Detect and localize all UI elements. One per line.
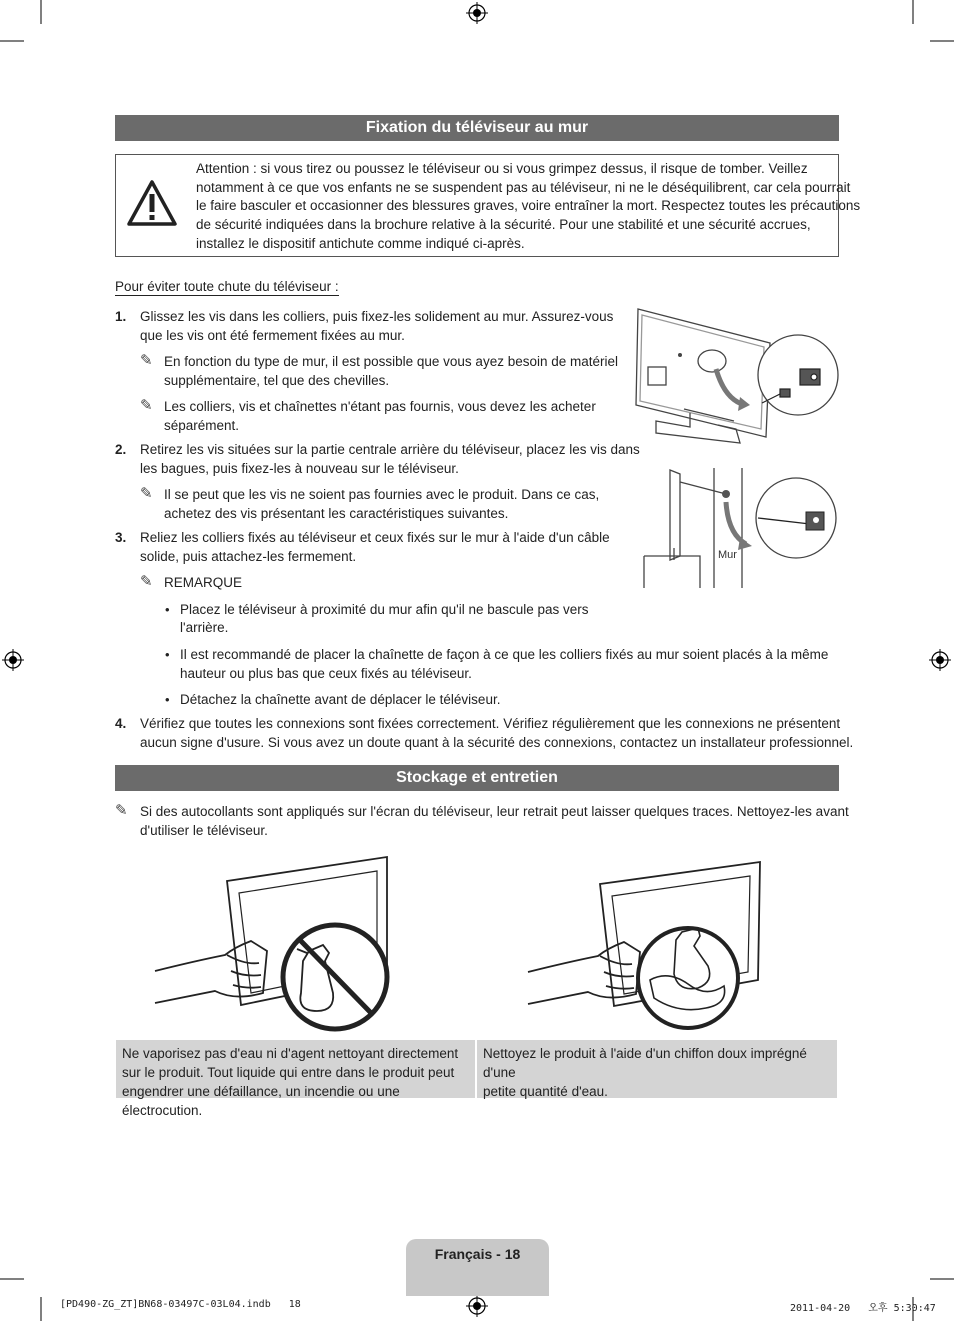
storage-note-line-2: d'utiliser le téléviseur. bbox=[140, 823, 268, 838]
bullet-dot: • bbox=[165, 692, 170, 707]
registration-mark-top bbox=[466, 2, 488, 24]
wall-label: Mur bbox=[718, 549, 737, 561]
warning-icon bbox=[127, 180, 177, 226]
bullet-dot: • bbox=[165, 647, 170, 662]
page-number: Français - 18 bbox=[434, 1246, 521, 1262]
subheading: Pour éviter toute chute du téléviseur : bbox=[115, 279, 339, 294]
tv-back-bracket-illustration bbox=[630, 305, 870, 445]
step-3-number: 3. bbox=[115, 530, 127, 545]
damp-cloth-illustration bbox=[528, 858, 768, 1038]
registration-mark-bottom bbox=[466, 1295, 488, 1317]
note-icon: ✎ bbox=[140, 485, 153, 502]
note-icon: ✎ bbox=[140, 573, 153, 590]
note-icon: ✎ bbox=[140, 397, 153, 414]
note-1-line-1: En fonction du type de mur, il est possible que vous ayez besoin de matériel bbox=[164, 354, 619, 369]
registration-mark-right bbox=[929, 649, 951, 671]
step-2-line-2: les bagues, puis fixez-les à nouveau sur le téléviseur. bbox=[140, 461, 459, 476]
bullet-1-line-1: Placez le téléviseur à proximité du mur afin qu'il ne bascule pas vers bbox=[180, 602, 589, 617]
warning-line-4: de sécurité indiquées dans la brochure relative à la sécurité. Pour une stabilité et une sécurité accrues, bbox=[196, 217, 811, 232]
step-1-line-2: que les vis ont été fermement fixées au mur. bbox=[140, 328, 405, 343]
remark-label: REMARQUE bbox=[164, 575, 243, 590]
file-info: [PD490-ZG_ZT]BN68-03497C-03L04.indb 18 bbox=[60, 1299, 301, 1310]
caption-left: Ne vaporisez pas d'eau ni d'agent nettoyant directement sur le produit. Tout liquide qui entre dans le produit peut engendrer une défaillance, un incendie ou une électrocution. bbox=[116, 1040, 475, 1098]
registration-mark-left bbox=[2, 649, 24, 671]
caption-right: Nettoyez le produit à l'aide d'un chiffon doux imprégné d'une petite quantité d'eau. bbox=[477, 1040, 837, 1098]
step-2-line-1: Retirez les vis situées sur la partie centrale arrière du téléviseur, placez les vis dans bbox=[140, 442, 640, 457]
tv-side-wall-illustration bbox=[642, 464, 872, 589]
bullet-2-line-1: Il est recommandé de placer la chaînette de façon à ce que les colliers fixés au mur soient placés à la même bbox=[180, 647, 829, 662]
step-4-line-2: aucun signe d'usure. Si vous avez un doute quant à la sécurité des connexions, contactez un installateur professionnel. bbox=[140, 735, 854, 750]
no-spray-illustration bbox=[155, 855, 395, 1035]
print-timestamp: 2011-04-20 오후 5:30:47 bbox=[790, 1303, 936, 1314]
bullet-dot: • bbox=[165, 602, 170, 617]
note-icon: ✎ bbox=[115, 802, 128, 819]
bullet-1-line-2: l'arrière. bbox=[180, 620, 229, 635]
storage-note-line-1: Si des autocollants sont appliqués sur l'écran du téléviseur, leur retrait peut laisser quelques traces. Nettoyez-les avant bbox=[140, 804, 849, 819]
step-3-line-1: Reliez les colliers fixés au téléviseur et ceux fixés sur le mur à l'aide d'un câble bbox=[140, 530, 610, 545]
step-4-number: 4. bbox=[115, 716, 127, 731]
note-2-line-1: Les colliers, vis et chaînettes n'étant pas fournis, vous devez les acheter bbox=[164, 399, 596, 414]
note-3-line-1: Il se peut que les vis ne soient pas fournies avec le produit. Dans ce cas, bbox=[164, 487, 600, 502]
section-title-storage: Stockage et entretien bbox=[115, 765, 839, 791]
section-title-wall-mount: Fixation du téléviseur au mur bbox=[115, 115, 839, 141]
warning-label: Attention bbox=[196, 161, 250, 176]
step-2-number: 2. bbox=[115, 442, 127, 457]
note-2-line-2: séparément. bbox=[164, 418, 240, 433]
warning-line-5: installez le dispositif antichute comme indiqué ci-après. bbox=[196, 236, 525, 251]
warning-line-1: Attention : si vous tirez ou poussez le téléviseur ou si vous grimpez dessus, il risque de tomber. Veillez bbox=[196, 161, 808, 176]
step-1-line-1: Glissez les vis dans les colliers, puis fixez-les solidement au mur. Assurez-vous bbox=[140, 309, 614, 324]
step-4-line-1: Vérifiez que toutes les connexions sont fixées correctement. Vérifiez régulièrement que les connexions ne présentent bbox=[140, 716, 841, 731]
note-icon: ✎ bbox=[140, 352, 153, 369]
bullet-2-line-2: hauteur ou plus bas que ceux fixés au téléviseur. bbox=[180, 666, 472, 681]
note-3-line-2: achetez des vis présentant les caractéristiques suivantes. bbox=[164, 506, 509, 521]
warning-line-2: notamment à ce que vos enfants ne se suspendent pas au téléviseur, ni ne le déséquilibrent, car cela pourrait bbox=[196, 180, 851, 195]
warning-line-3: le faire basculer et occasionner des blessures graves, voire entraîner la mort. Respectez toutes les précautions bbox=[196, 198, 861, 213]
step-3-line-2: solide, puis attachez-les fermement. bbox=[140, 549, 357, 564]
bullet-3-line-1: Détachez la chaînette avant de déplacer le téléviseur. bbox=[180, 692, 501, 707]
step-1-number: 1. bbox=[115, 309, 127, 324]
note-1-line-2: supplémentaire, tel que des chevilles. bbox=[164, 373, 390, 388]
